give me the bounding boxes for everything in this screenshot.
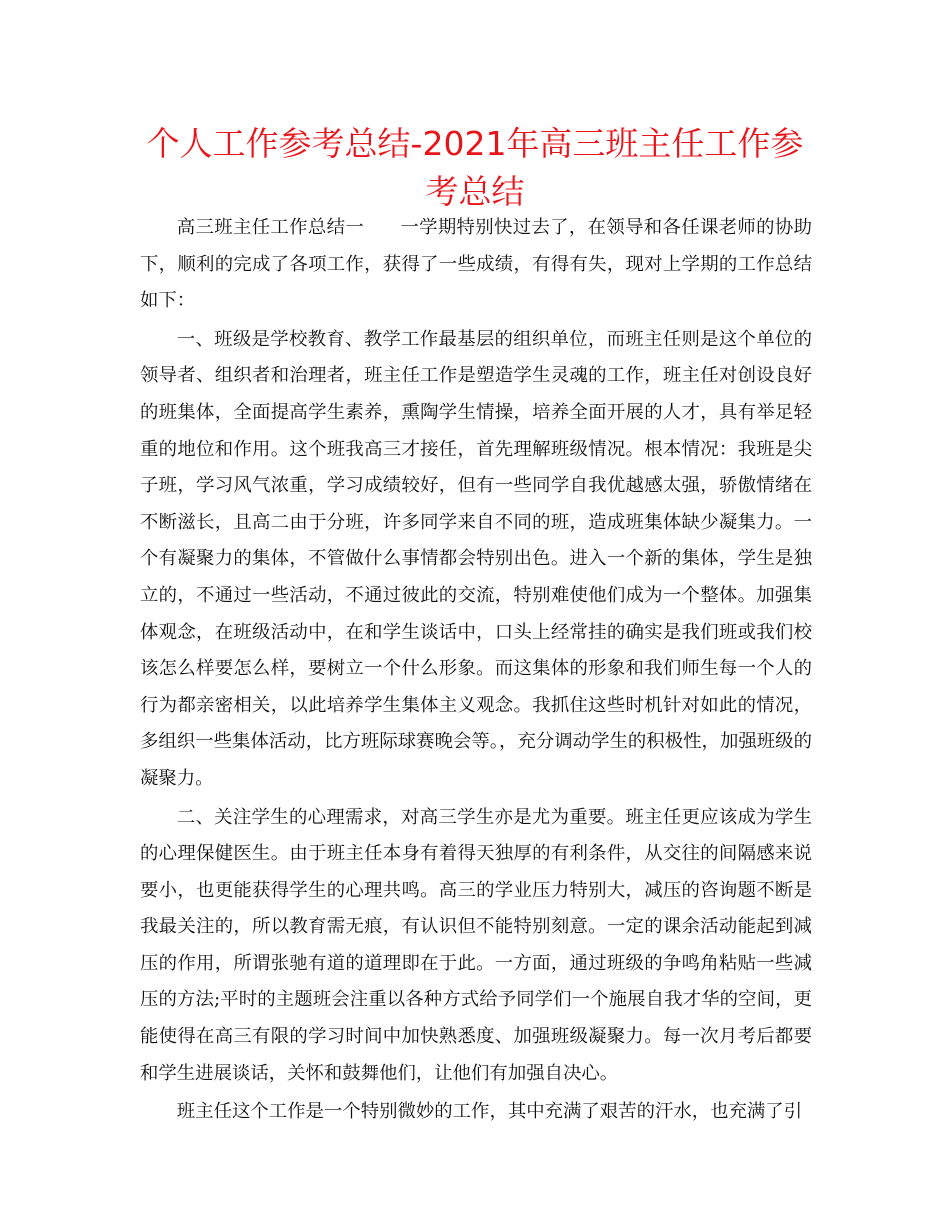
paragraph: 班主任这个工作是一个特别微妙的工作，其中充满了艰苦的汗水，也充满了引 (176, 1101, 803, 1123)
intro-heading: 高三班主任工作总结一 (176, 217, 365, 238)
document-title: 个人工作参考总结-2021年高三班主任工作参考总结 (146, 124, 804, 211)
paragraph: 一、班级是学校教育、教学工作最基层的组织单位，而班主任则是这个单位的领导者、组织者和治理者，班主任工作是塑造学生灵魂的工作，班主任对创设良好的班集体，全面提高学生素养，熏陶学生情操，培养全面开展的人才，具有举足轻重的地位和作用。这个班我高三才接任，首先理解班级情况。根本情况：我班是尖子班，学习风气浓重，学习成绩较好，但有一些同学自我优越感太强，骄傲情绪在不断滋长，且高二由于分班，许多同学来自不同的班，造成班集体缺少凝集力。一个有凝聚力的集体，不管做什么事情都会特别出色。进入一个新的集体，学生是独立的，不通过一些活动，不通过彼此的交流，特别难使他们成为一个整体。加强集体观念，在班级活动中，在和学生谈话中，口头上经常挂的确实是我们班或我们校该怎么样要怎么样，要树立一个什么形象。而这集体的形象和我们师生每一个人的行为都亲密相关，以此培养学生集体主义观念。我抓住这些时机针对如此的情况，多组织一些集体活动，比方班际球赛晚会等。，充分调动学生的积极性，加强班级的凝聚力。 (140, 328, 812, 789)
paragraph: 二、关注学生的心理需求，对高三学生亦是尤为重要。班主任更应该成为学生的心理保健医生。由于班主任本身有着得天独厚的有利条件，从交往的间隔感来说要小，也更能获得学生的心理共鸣。高三的学业压力特别大，减压的咨询题不断是我最关注的，所以教育需无痕，有认识但不能特别刻意。一定的课余活动能起到减压的作用，所谓张驰有道的道理即在于此。一方面，通过班级的争鸣角粘贴一些减压的方法;平时的主题班会注重以各种方式给予同学们一个施展自我才华的空间，更能使得在高三有限的学习时间中加快熟悉度、加强班级凝聚力。每一次月考后都要和学生进展谈话，关怀和鼓舞他们，让他们有加强自决心。 (140, 806, 812, 1084)
paragraph-text: 一学期特别快过去了，在领导和各任课老师的协助下，顺利的完成了各项工作，获得了一些成绩，有得有失，现对上学期的工作总结如下： (140, 217, 812, 312)
document-body (140, 210, 812, 1133)
paragraph-intro (140, 210, 812, 320)
